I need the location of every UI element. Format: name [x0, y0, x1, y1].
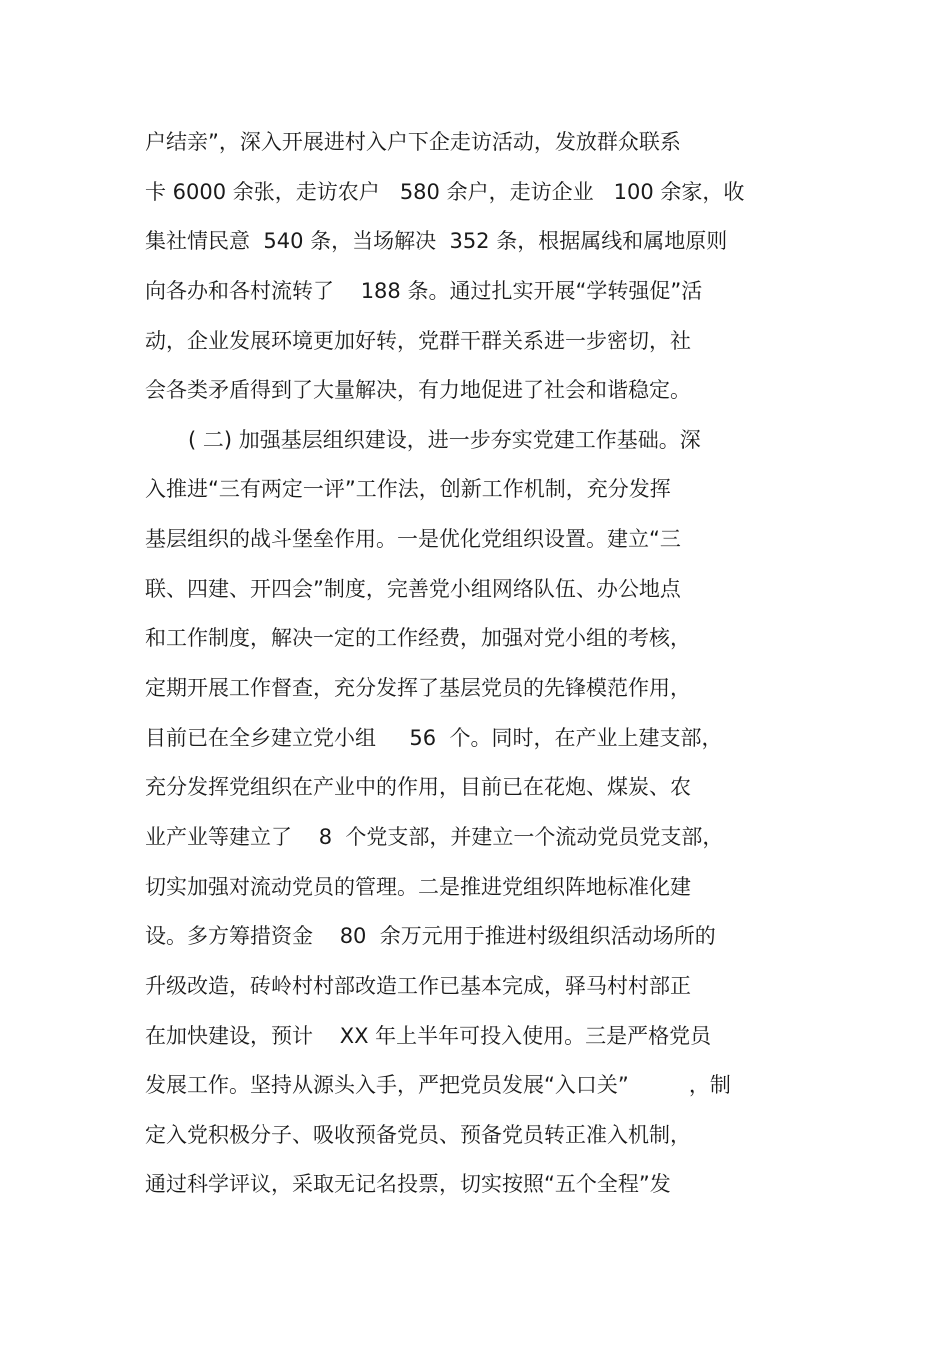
text-line: 联、四建、开四会”制度，完善党小组网络队伍、办公地点 [145, 577, 681, 601]
text-line: 基层组织的战斗堡垒作用。一是优化党组织设置。建立“三 [145, 527, 681, 551]
text-line: 卡 6000 余张，走访农户 580 余户，走访企业 100 余家，收 [145, 180, 745, 204]
text-line: 目前已在全乡建立党小组 56 个。同时，在产业上建支部， [145, 726, 723, 750]
text-line: 业产业等建立了 8 个党支部，并建立一个流动党员党支部， [145, 825, 724, 849]
text-line: 会各类矛盾得到了大量解决，有力地促进了社会和谐稳定。 [145, 378, 691, 402]
text-line: 向各办和各村流转了 188 条。通过扎实开展“学转强促”活 [145, 279, 703, 303]
text-line: 通过科学评议，采取无记名投票，切实按照“五个全程”发 [145, 1172, 671, 1196]
text-line: 发展工作。坚持从源头入手，严把党员发展“入口关” ，制 [145, 1073, 731, 1097]
text-line: 定入党积极分子、吸收预备党员、预备党员转正准入机制， [145, 1123, 691, 1147]
text-line: 升级改造，砖岭村村部改造工作已基本完成，驿马村村部正 [145, 974, 691, 998]
section-heading-line: ( 二) 加强基层组织建设，进一步夯实党建工作基础。深 [188, 428, 701, 452]
text-line: 入推进“三有两定一评”工作法，创新工作机制，充分发挥 [145, 477, 671, 501]
text-line: 和工作制度，解决一定的工作经费，加强对党小组的考核， [145, 626, 691, 650]
text-line: 充分发挥党组织在产业中的作用，目前已在花炮、煤炭、农 [145, 775, 691, 799]
text-line: 切实加强对流动党员的管理。二是推进党组织阵地标准化建 [145, 875, 691, 899]
text-line: 集社情民意 540 条，当场解决 352 条，根据属线和属地原则 [145, 229, 728, 253]
text-line: 在加快建设，预计 XX 年上半年可投入使用。三是严格党员 [145, 1024, 712, 1048]
text-line: 户结亲”，深入开展进村入户下企走访活动，发放群众联系 [145, 130, 681, 154]
text-line: 定期开展工作督查，充分发挥了基层党员的先锋模范作用， [145, 676, 691, 700]
text-line: 设。多方筹措资金 80 余万元用于推进村级组织活动场所的 [145, 924, 716, 948]
text-line: 动，企业发展环境更加好转，党群干群关系进一步密切，社 [145, 329, 691, 353]
